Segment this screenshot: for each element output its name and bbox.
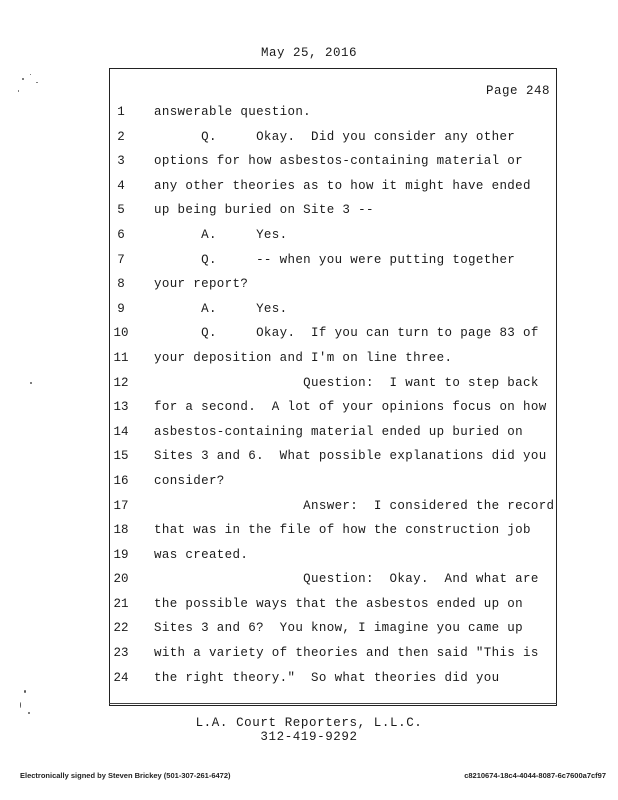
deposition-date: May 25, 2016: [260, 46, 357, 60]
transcript-line: [0, 518, 618, 543]
scan-speck: [20, 702, 21, 708]
scan-speck: [28, 712, 30, 714]
line-text: any other theories as to how it might have ended: [154, 178, 531, 193]
transcript-line: [0, 125, 618, 150]
transcript-line: [0, 543, 618, 568]
electronic-signature-note: Electronically signed by Steven Brickey (501-307-261-6472): [20, 771, 231, 780]
line-text: options for how asbestos-containing material or: [154, 154, 524, 169]
line-text: asbestos-containing material ended up buried on: [154, 424, 524, 439]
line-text: Sites 3 and 6? You know, I imagine you came up: [154, 621, 524, 636]
line-text: Question: I want to step back: [154, 375, 539, 390]
transcript-line: [0, 494, 618, 519]
line-number: 8: [117, 277, 125, 292]
line-number: 6: [117, 227, 125, 242]
line-number: 16: [113, 473, 129, 488]
line-number: 23: [113, 646, 129, 661]
transcript-line: [0, 149, 618, 174]
transcript-line: [0, 641, 618, 666]
transcript-line: [0, 100, 618, 125]
line-number: 15: [113, 449, 129, 464]
line-text: Sites 3 and 6. What possible explanations did you: [154, 449, 547, 464]
line-text: for a second. A lot of your opinions focus on how: [154, 400, 547, 415]
transcript-line: [0, 174, 618, 199]
line-text: Q. -- when you were putting together: [154, 252, 516, 267]
line-number: 22: [113, 621, 129, 636]
scan-speck: [30, 382, 32, 384]
line-text: your report?: [154, 277, 249, 292]
line-text: was created.: [154, 547, 249, 562]
line-number: 18: [113, 523, 129, 538]
transcript-line: [0, 223, 618, 248]
line-text: answerable question.: [154, 105, 312, 119]
scan-speck: [18, 90, 19, 92]
line-text: the possible ways that the asbestos ended up on: [154, 596, 524, 611]
court-reporter-phone: 312-419-9292: [260, 730, 358, 744]
line-text: Q. Okay. If you can turn to page 83 of: [154, 326, 539, 341]
transcript-line: [0, 321, 618, 346]
line-number: 21: [113, 596, 129, 611]
transcript-line: [0, 346, 618, 371]
transcript-line: [0, 469, 618, 494]
line-text: A. Yes.: [154, 227, 288, 242]
transcript-line: [0, 248, 618, 273]
line-text: Answer: I considered the record: [154, 498, 555, 513]
line-number: 11: [113, 350, 129, 365]
line-number: 19: [113, 547, 129, 562]
line-number: 20: [113, 572, 129, 587]
transcript-lines: [0, 100, 618, 690]
page-number: Page 248: [485, 84, 550, 98]
line-text: with a variety of theories and then said "This is: [154, 646, 539, 661]
line-number: 12: [113, 375, 129, 390]
transcript-line: [0, 272, 618, 297]
line-number: 4: [117, 178, 125, 193]
transcript-line: [0, 395, 618, 420]
line-text: Question: Okay. And what are: [154, 572, 539, 587]
scan-speck: [36, 82, 38, 83]
line-number: 9: [117, 301, 125, 316]
transcript-line: [0, 592, 618, 617]
transcript-line: [0, 567, 618, 592]
scan-speck: [22, 78, 24, 80]
transcript-line: [0, 198, 618, 223]
court-reporter-firm: L.A. Court Reporters, L.L.C.: [195, 716, 423, 730]
transcript-line: [0, 616, 618, 641]
line-number: 13: [113, 400, 129, 415]
transcript-line: [0, 420, 618, 445]
line-number: 1: [117, 105, 125, 119]
scan-speck: [30, 74, 31, 75]
transcript-line: [0, 666, 618, 691]
transcript-line: [0, 297, 618, 322]
line-number: 5: [117, 203, 125, 218]
line-text: the right theory." So what theories did you: [154, 670, 500, 685]
transcript-line: [0, 371, 618, 396]
line-text: A. Yes.: [154, 301, 288, 316]
line-number: 24: [113, 670, 129, 685]
line-number: 14: [113, 424, 129, 439]
line-text: your deposition and I'm on line three.: [154, 350, 453, 365]
document-id: c8210674-18c4-4044-8087-6c7600a7cf97: [464, 771, 606, 780]
scan-speck: [24, 690, 26, 693]
line-number: 7: [117, 252, 125, 267]
line-number: 2: [117, 129, 125, 144]
line-number: 17: [113, 498, 129, 513]
transcript-line: [0, 444, 618, 469]
line-number: 3: [117, 154, 125, 169]
line-text: that was in the file of how the construction job: [154, 523, 531, 538]
line-text: up being buried on Site 3 --: [154, 203, 374, 218]
line-number: 10: [113, 326, 129, 341]
line-text: consider?: [154, 473, 225, 488]
line-text: Q. Okay. Did you consider any other: [154, 129, 516, 144]
